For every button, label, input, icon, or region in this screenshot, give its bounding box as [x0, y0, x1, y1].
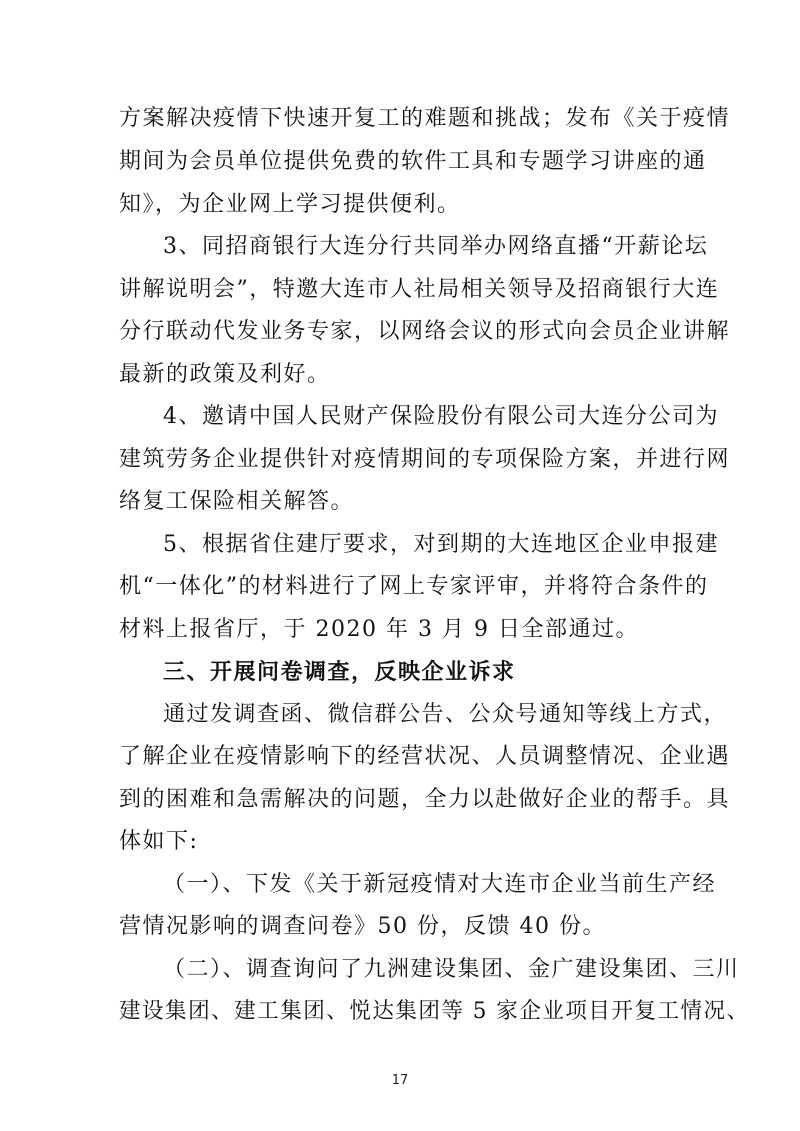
paragraph-4-first-line: 4、邀请中国人民财产保险股份有限公司大连分公司为: [163, 404, 719, 429]
body-line: 知》，为企业网上学习提供便利。: [119, 192, 461, 217]
paragraph-3-first-line: 3、同招商银行大连分行共同举办网络直播“开薪论坛: [163, 234, 709, 259]
body-line: 材料上报省厅，于 2020 年 3 月 9 日全部通过。: [119, 617, 639, 642]
body-line: 讲解说明会”，特邀大连市人社局相关领导及招商银行大连: [119, 277, 720, 302]
body-line: 到的困难和急需解决的问题，全力以赴做好企业的帮手。具: [119, 787, 731, 812]
paragraph-5-first-line: 5、根据省住建厅要求，对到期的大连地区企业申报建: [163, 532, 719, 557]
page-number: 17: [391, 1073, 409, 1088]
body-line: 建筑劳务企业提供针对疫情期间的专项保险方案，并进行网: [119, 447, 731, 472]
list-item-2-first-line: （二）、调查询问了九洲建设集团、金广建设集团、三川: [163, 957, 740, 982]
body-line: 营情况影响的调查问卷》50 份，反馈 40 份。: [119, 914, 606, 939]
body-line: 了解企业在疫情影响下的经营状况、人员调整情况、企业遇: [119, 744, 731, 769]
section-heading: 三、开展问卷调查，反映企业诉求: [163, 659, 516, 685]
body-line: 体如下:: [119, 829, 199, 854]
paragraph-survey-first-line: 通过发调查函、微信群公告、公众号通知等线上方式，: [163, 702, 728, 727]
body-line: 方案解决疫情下快速开复工的难题和挑战；发布《关于疫情: [119, 106, 731, 131]
body-line: 机“一体化”的材料进行了网上专家评审，并将符合条件的: [119, 574, 709, 599]
body-line: 建设集团、建工集团、悦达集团等 5 家企业项目开复工情况、: [119, 999, 750, 1024]
body-line: 分行联动代发业务专家，以网络会议的形式向会员企业讲解: [119, 319, 731, 344]
body-line: 期间为会员单位提供免费的软件工具和专题学习讲座的通: [119, 149, 707, 174]
body-line: 最新的政策及利好。: [119, 362, 331, 387]
body-line: 络复工保险相关解答。: [119, 489, 355, 514]
list-item-1-first-line: （一）、下发《关于新冠疫情对大连市企业当前生产经: [163, 872, 717, 897]
